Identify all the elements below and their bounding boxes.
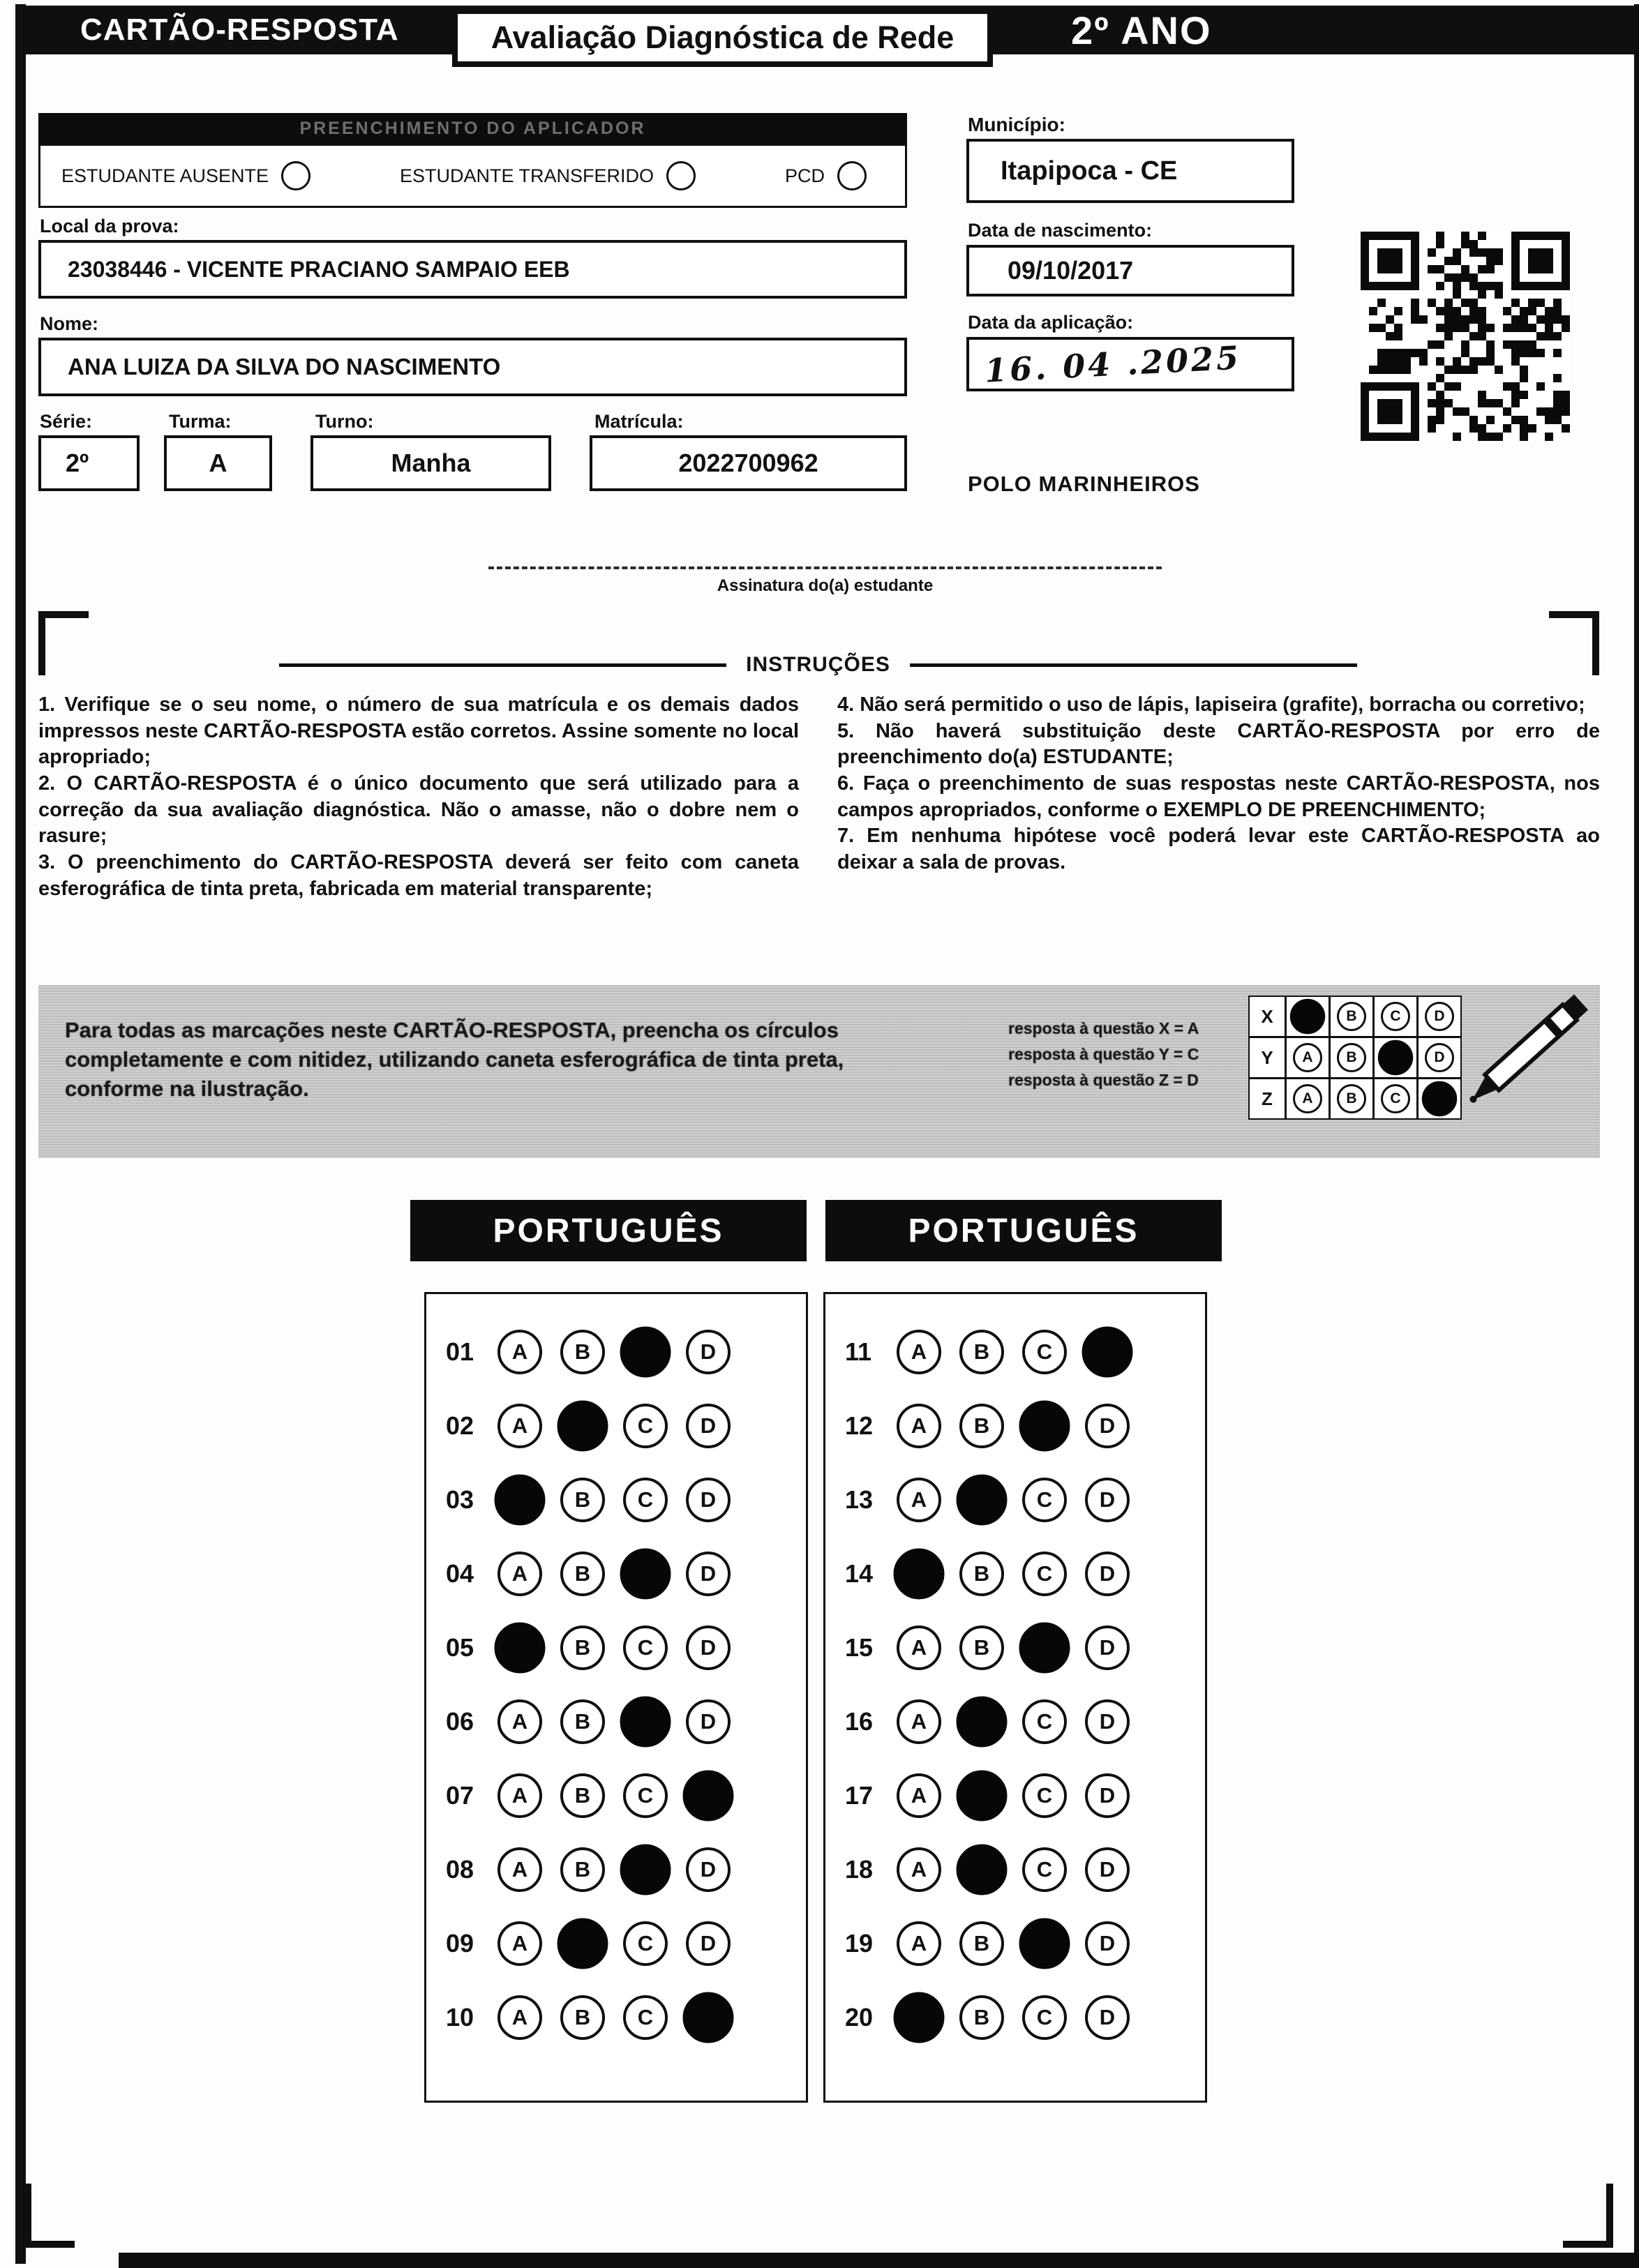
applicator-option-circle[interactable] bbox=[666, 161, 696, 190]
answer-row-11 bbox=[845, 1315, 1205, 1389]
answer-bubble-12-b[interactable]: B bbox=[959, 1404, 1004, 1448]
municipio-field bbox=[966, 139, 1294, 203]
instruction-item: 2. O CARTÃO-RESPOSTA é o único documento que será utilizado para a correção da sua avaliação diagnóstica. Não o amasse, não o dobre nem o rasure; bbox=[38, 772, 799, 848]
answer-row-10 bbox=[446, 1981, 806, 2055]
crop-mark-bottom-left bbox=[24, 2184, 75, 2248]
rule-right bbox=[910, 663, 1357, 667]
answer-bubble-13-d[interactable]: D bbox=[1085, 1478, 1130, 1522]
nome-field bbox=[38, 338, 907, 396]
form-title: CARTÃO-RESPOSTA bbox=[80, 13, 399, 47]
answer-bubble-01-c[interactable] bbox=[620, 1327, 671, 1378]
answer-bubble-17-d[interactable]: D bbox=[1085, 1773, 1130, 1818]
applicator-section-title: PREENCHIMENTO DO APLICADOR bbox=[299, 118, 646, 138]
answer-bubble-01-d[interactable]: D bbox=[686, 1330, 731, 1374]
question-number: 18 bbox=[845, 1855, 874, 1884]
answer-bubble-13-b[interactable] bbox=[957, 1475, 1008, 1526]
answer-bubble-15-a[interactable]: A bbox=[897, 1625, 941, 1670]
answer-bubble-16-b[interactable] bbox=[957, 1697, 1008, 1748]
answer-row-02 bbox=[446, 1389, 806, 1463]
question-number: 08 bbox=[446, 1855, 474, 1884]
applicator-option-circle[interactable] bbox=[837, 161, 867, 190]
answer-bubble-14-d[interactable]: D bbox=[1085, 1552, 1130, 1596]
instructions-column-left bbox=[38, 692, 799, 903]
answer-row-14 bbox=[845, 1537, 1205, 1611]
answer-bubble-19-c[interactable] bbox=[1019, 1918, 1070, 1969]
nascimento-value: 09/10/2017 bbox=[1008, 256, 1134, 285]
answer-bubble-17-c[interactable]: C bbox=[1022, 1773, 1067, 1818]
answer-bubble-11-b[interactable]: B bbox=[959, 1330, 1004, 1374]
example-bubble-b: B bbox=[1337, 1043, 1366, 1072]
answer-bubble-14-b[interactable]: B bbox=[959, 1552, 1004, 1596]
instruction-item: 3. O preenchimento do CARTÃO-RESPOSTA deverá ser feito com caneta esferográfica de tinta preta, fabricada em material transparente; bbox=[38, 851, 799, 900]
answer-bubble-18-c[interactable]: C bbox=[1022, 1847, 1067, 1892]
aplicacao-handwritten-value: 16. 04 .2025 bbox=[983, 338, 1243, 390]
answer-row-15 bbox=[845, 1611, 1205, 1685]
turma-field bbox=[164, 435, 272, 491]
answer-bubble-08-a[interactable]: A bbox=[497, 1847, 542, 1892]
answer-row-01 bbox=[446, 1315, 806, 1389]
example-bubble-d: D bbox=[1425, 1043, 1454, 1072]
answer-bubble-08-d[interactable]: D bbox=[686, 1847, 731, 1892]
form-subtitle: Avaliação Diagnóstica de Rede bbox=[491, 20, 955, 55]
answer-bubble-19-b[interactable]: B bbox=[959, 1921, 1004, 1966]
question-number: 14 bbox=[845, 1559, 874, 1588]
answer-bubble-11-d[interactable] bbox=[1082, 1327, 1133, 1378]
example-bubble-d: D bbox=[1425, 1002, 1454, 1031]
turno-field bbox=[310, 435, 551, 491]
answer-bubble-18-b[interactable] bbox=[957, 1845, 1008, 1895]
crop-mark-top-left bbox=[38, 611, 89, 675]
answer-bubble-08-c[interactable] bbox=[620, 1845, 671, 1895]
answer-row-16 bbox=[845, 1685, 1205, 1759]
answer-bubble-03-b[interactable]: B bbox=[560, 1478, 605, 1522]
aplicacao-field bbox=[966, 337, 1294, 391]
nome-value: ANA LUIZA DA SILVA DO NASCIMENTO bbox=[68, 354, 501, 380]
answer-bubble-10-b[interactable]: B bbox=[560, 1995, 605, 2040]
question-number: 05 bbox=[446, 1633, 474, 1662]
example-cell bbox=[1329, 996, 1374, 1037]
answer-bubble-13-a[interactable]: A bbox=[897, 1478, 941, 1522]
example-bubble-a: A bbox=[1293, 1043, 1322, 1072]
answer-row-20 bbox=[845, 1981, 1205, 2055]
turma-label: Turma: bbox=[169, 411, 232, 432]
matricula-value: 2022700962 bbox=[678, 449, 818, 477]
example-row-label: Y bbox=[1248, 1037, 1286, 1079]
answer-bubble-14-a[interactable] bbox=[894, 1549, 945, 1600]
answer-bubble-09-d[interactable]: D bbox=[686, 1921, 731, 1966]
page-right-edge-bar bbox=[1634, 4, 1639, 2264]
question-number: 09 bbox=[446, 1929, 474, 1958]
answer-bubble-05-c[interactable]: C bbox=[623, 1625, 668, 1670]
answer-row-17 bbox=[845, 1759, 1205, 1833]
answer-bubble-04-a[interactable]: A bbox=[497, 1552, 542, 1596]
question-number: 06 bbox=[446, 1707, 474, 1736]
answer-bubble-17-a[interactable]: A bbox=[897, 1773, 941, 1818]
example-note: resposta à questão X = A bbox=[1008, 1019, 1199, 1037]
answer-bubble-09-b[interactable] bbox=[557, 1918, 608, 1969]
nascimento-label: Data de nascimento: bbox=[968, 220, 1153, 241]
question-number: 12 bbox=[845, 1411, 874, 1440]
answer-bubble-20-b[interactable]: B bbox=[959, 1995, 1004, 2040]
answer-row-03 bbox=[446, 1463, 806, 1537]
answer-bubble-13-c[interactable]: C bbox=[1022, 1478, 1067, 1522]
question-number: 13 bbox=[845, 1485, 874, 1514]
answer-row-07 bbox=[446, 1759, 806, 1833]
applicator-section-header bbox=[38, 113, 907, 144]
answer-bubble-14-c[interactable]: C bbox=[1022, 1552, 1067, 1596]
answer-bubble-04-b[interactable]: B bbox=[560, 1552, 605, 1596]
applicator-option-label: ESTUDANTE AUSENTE bbox=[61, 165, 269, 186]
answer-row-08 bbox=[446, 1833, 806, 1907]
answer-bubble-15-c[interactable] bbox=[1019, 1623, 1070, 1674]
answer-bubble-09-c[interactable]: C bbox=[623, 1921, 668, 1966]
answer-bubble-01-a[interactable]: A bbox=[497, 1330, 542, 1374]
example-cell bbox=[1285, 1078, 1330, 1120]
signature-label: Assinatura do(a) estudante bbox=[717, 576, 934, 595]
example-bubble-b: B bbox=[1337, 1002, 1366, 1031]
subject-title-1: PORTUGUÊS bbox=[410, 1200, 807, 1261]
example-cell bbox=[1285, 1037, 1330, 1079]
answer-bubble-02-c[interactable]: C bbox=[623, 1404, 668, 1448]
answer-box-1 bbox=[424, 1292, 808, 2103]
answer-bubble-02-d[interactable]: D bbox=[686, 1404, 731, 1448]
applicator-option-label: PCD bbox=[784, 165, 825, 186]
example-cell bbox=[1373, 996, 1418, 1037]
question-number: 15 bbox=[845, 1633, 874, 1662]
answer-row-05 bbox=[446, 1611, 806, 1685]
pen-icon bbox=[1451, 971, 1619, 1118]
answer-bubble-16-c[interactable]: C bbox=[1022, 1699, 1067, 1744]
answer-bubble-17-b[interactable] bbox=[957, 1771, 1008, 1822]
answer-bubble-01-b[interactable]: B bbox=[560, 1330, 605, 1374]
answer-bubble-19-a[interactable]: A bbox=[897, 1921, 941, 1966]
instruction-item: 7. Em nenhuma hipótese você poderá levar este CARTÃO-RESPOSTA ao deixar a sala de provas. bbox=[837, 825, 1600, 874]
applicator-option-0 bbox=[61, 161, 310, 190]
local-label: Local da prova: bbox=[40, 216, 179, 236]
answer-bubble-02-a[interactable]: A bbox=[497, 1404, 542, 1448]
answer-bubble-18-d[interactable]: D bbox=[1085, 1847, 1130, 1892]
municipio-label: Município: bbox=[968, 114, 1065, 135]
example-cell bbox=[1285, 996, 1330, 1037]
example-notes bbox=[1008, 1016, 1199, 1092]
instructions-column-right bbox=[837, 692, 1600, 876]
example-row-label: X bbox=[1248, 996, 1286, 1037]
answer-bubble-16-d[interactable]: D bbox=[1085, 1699, 1130, 1744]
question-number: 19 bbox=[845, 1929, 874, 1958]
qr-code bbox=[1361, 232, 1570, 441]
header-subtitle-box bbox=[452, 8, 993, 67]
answer-bubble-16-a[interactable]: A bbox=[897, 1699, 941, 1744]
answer-bubble-06-c[interactable] bbox=[620, 1697, 671, 1748]
answer-bubble-12-d[interactable]: D bbox=[1085, 1404, 1130, 1448]
question-number: 03 bbox=[446, 1485, 474, 1514]
nome-label: Nome: bbox=[40, 313, 99, 334]
question-number: 17 bbox=[845, 1781, 874, 1810]
signature-line[interactable] bbox=[488, 566, 1162, 569]
answer-bubble-06-a[interactable]: A bbox=[497, 1699, 542, 1744]
instructions-title: INSTRUÇÕES bbox=[746, 653, 890, 676]
applicator-option-label: ESTUDANTE TRANSFERIDO bbox=[400, 165, 654, 186]
applicator-option-1 bbox=[400, 161, 696, 190]
example-bubble-b: B bbox=[1337, 1084, 1366, 1113]
serie-value: 2º bbox=[66, 449, 89, 477]
example-bubble-c: C bbox=[1381, 1002, 1410, 1031]
answer-bubble-11-a[interactable]: A bbox=[897, 1330, 941, 1374]
example-note: resposta à questão Y = C bbox=[1008, 1044, 1199, 1063]
example-note: resposta à questão Z = D bbox=[1008, 1070, 1199, 1089]
example-row-z bbox=[1249, 1079, 1462, 1120]
instruction-item: 6. Faça o preenchimento de suas respostas neste CARTÃO-RESPOSTA, nos campos apropriados, conforme o EXEMPLO DE PREENCHIMENTO; bbox=[837, 772, 1600, 821]
fill-example-box bbox=[38, 985, 1600, 1158]
answer-bubble-20-d[interactable]: D bbox=[1085, 1995, 1130, 2040]
turno-label: Turno: bbox=[315, 411, 374, 432]
answer-bubble-04-d[interactable]: D bbox=[686, 1552, 731, 1596]
answer-bubble-18-a[interactable]: A bbox=[897, 1847, 941, 1892]
matricula-label: Matrícula: bbox=[594, 411, 684, 432]
answer-bubble-12-c[interactable] bbox=[1019, 1401, 1070, 1452]
answer-bubble-02-b[interactable] bbox=[557, 1401, 608, 1452]
answer-bubble-08-b[interactable]: B bbox=[560, 1847, 605, 1892]
answer-bubble-05-d[interactable]: D bbox=[686, 1625, 731, 1670]
municipio-value: Itapipoca - CE bbox=[1001, 156, 1178, 186]
answer-bubble-07-a[interactable]: A bbox=[497, 1773, 542, 1818]
answer-row-19 bbox=[845, 1907, 1205, 1981]
applicator-option-2 bbox=[785, 161, 867, 190]
local-value: 23038446 - VICENTE PRACIANO SAMPAIO EEB bbox=[68, 256, 570, 282]
applicator-options bbox=[38, 144, 907, 208]
answer-bubble-04-c[interactable] bbox=[620, 1549, 671, 1600]
answer-bubble-10-d[interactable] bbox=[683, 1992, 734, 2043]
subject-title-2: PORTUGUÊS bbox=[825, 1200, 1222, 1261]
answer-row-12 bbox=[845, 1389, 1205, 1463]
answer-bubble-07-c[interactable]: C bbox=[623, 1773, 668, 1818]
answer-bubble-06-b[interactable]: B bbox=[560, 1699, 605, 1744]
instruction-item: 5. Não haverá substituição deste CARTÃO-RESPOSTA por erro de preenchimento do(a) ESTUDANTE; bbox=[837, 719, 1600, 769]
grade-year-label: 2º ANO bbox=[1071, 8, 1212, 52]
polo-label: POLO MARINHEIROS bbox=[968, 472, 1200, 496]
answer-bubble-10-c[interactable]: C bbox=[623, 1995, 668, 2040]
crop-mark-bottom-right bbox=[1563, 2184, 1613, 2248]
example-row-label: Z bbox=[1248, 1078, 1286, 1120]
answer-bubble-09-a[interactable]: A bbox=[497, 1921, 542, 1966]
answer-bubble-11-c[interactable]: C bbox=[1022, 1330, 1067, 1374]
nascimento-field bbox=[966, 245, 1294, 296]
answer-bubble-03-a[interactable] bbox=[495, 1475, 546, 1526]
applicator-option-circle[interactable] bbox=[281, 161, 310, 190]
answer-bubble-15-b[interactable]: B bbox=[959, 1625, 1004, 1670]
aplicacao-label: Data da aplicação: bbox=[968, 312, 1134, 333]
turno-value: Manha bbox=[391, 449, 471, 477]
answer-bubble-06-d[interactable]: D bbox=[686, 1699, 731, 1744]
page-left-edge-bar bbox=[15, 4, 26, 2264]
serie-field bbox=[38, 435, 140, 491]
question-number: 04 bbox=[446, 1559, 474, 1588]
answer-bubble-03-c[interactable]: C bbox=[623, 1478, 668, 1522]
example-cell bbox=[1373, 1037, 1418, 1079]
answer-row-18 bbox=[845, 1833, 1205, 1907]
answer-bubble-03-d[interactable]: D bbox=[686, 1478, 731, 1522]
instruction-item: 1. Verifique se o seu nome, o número de sua matrícula e os demais dados impressos neste CARTÃO-RESPOSTA estão corretos. Assine somente no local apropriado; bbox=[38, 693, 799, 769]
example-cell bbox=[1329, 1078, 1374, 1120]
example-grid bbox=[1249, 996, 1462, 1120]
example-bubble-c bbox=[1378, 1040, 1413, 1075]
answer-bubble-19-d[interactable]: D bbox=[1085, 1921, 1130, 1966]
instruction-item: 4. Não será permitido o uso de lápis, lapiseira (grafite), borracha ou corretivo; bbox=[837, 693, 1585, 716]
example-bubble-c: C bbox=[1381, 1084, 1410, 1113]
answer-bubble-20-a[interactable] bbox=[894, 1992, 945, 2043]
question-number: 11 bbox=[845, 1337, 872, 1366]
question-number: 16 bbox=[845, 1707, 874, 1736]
serie-label: Série: bbox=[40, 411, 93, 432]
rule-left bbox=[279, 663, 726, 667]
question-number: 10 bbox=[446, 2003, 474, 2032]
answer-bubble-15-d[interactable]: D bbox=[1085, 1625, 1130, 1670]
question-number: 07 bbox=[446, 1781, 474, 1810]
turma-value: A bbox=[209, 449, 227, 477]
answer-bubble-05-b[interactable]: B bbox=[560, 1625, 605, 1670]
answer-row-06 bbox=[446, 1685, 806, 1759]
crop-mark-top-right bbox=[1549, 611, 1599, 675]
example-cell bbox=[1373, 1078, 1418, 1120]
answer-bubble-05-a[interactable] bbox=[495, 1623, 546, 1674]
answer-box-2 bbox=[823, 1292, 1207, 2103]
answer-bubble-10-a[interactable]: A bbox=[497, 1995, 542, 2040]
answer-bubble-07-b[interactable]: B bbox=[560, 1773, 605, 1818]
example-instruction-text: Para todas as marcações neste CARTÃO-RESPOSTA, preencha os círculos completamente e com nitidez, utilizando caneta esferográfica de tinta preta, conforme na ilustração. bbox=[65, 1018, 844, 1101]
answer-row-13 bbox=[845, 1463, 1205, 1537]
example-cell bbox=[1329, 1037, 1374, 1079]
answer-bubble-20-c[interactable]: C bbox=[1022, 1995, 1067, 2040]
question-number: 02 bbox=[446, 1411, 474, 1440]
answer-row-09 bbox=[446, 1907, 806, 1981]
answer-bubble-07-d[interactable] bbox=[683, 1771, 734, 1822]
example-row-y bbox=[1249, 1037, 1462, 1079]
page-bottom-bar bbox=[119, 2253, 1639, 2268]
example-row-x bbox=[1249, 996, 1462, 1037]
matricula-field bbox=[590, 435, 907, 491]
local-field bbox=[38, 240, 907, 299]
answer-row-04 bbox=[446, 1537, 806, 1611]
example-bubble-a: A bbox=[1293, 1084, 1322, 1113]
example-bubble-a bbox=[1290, 999, 1325, 1034]
instructions-header bbox=[279, 653, 1357, 677]
question-number: 20 bbox=[845, 2003, 874, 2032]
answer-bubble-12-a[interactable]: A bbox=[897, 1404, 941, 1448]
question-number: 01 bbox=[446, 1337, 474, 1366]
